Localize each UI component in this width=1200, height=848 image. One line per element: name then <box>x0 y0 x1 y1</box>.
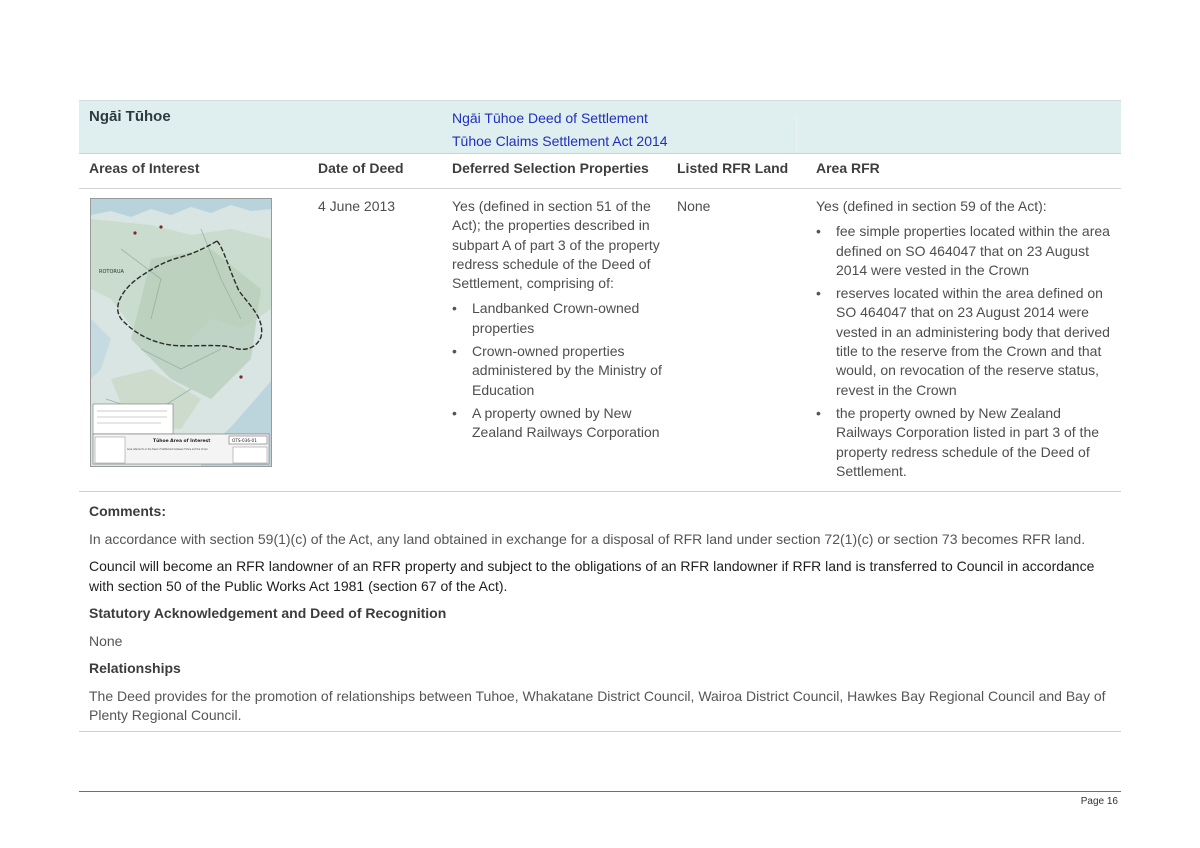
col-deferred-selection-properties: Deferred Selection Properties <box>452 160 649 176</box>
col-date-of-deed: Date of Deed <box>318 160 404 176</box>
list-item: • Crown-owned properties administered by the Ministry of Education <box>472 342 667 400</box>
statutory-acknowledgement-heading: Statutory Acknowledgement and Deed of Recognition <box>89 605 447 621</box>
list-item: • A property owned by New Zealand Railways Corporation <box>472 404 667 443</box>
iwi-title: Ngāi Tūhoe <box>89 108 171 125</box>
area-of-interest-map[interactable] <box>90 198 272 467</box>
date-of-deed: 4 June 2013 <box>318 198 396 214</box>
page-footer-rule <box>79 791 1121 792</box>
rfr-intro: Yes (defined in section 59 of the Act): <box>816 198 1047 214</box>
deferred-selection-properties-cell <box>452 197 667 447</box>
claims-settlement-act-link[interactable]: Tūhoe Claims Settlement Act 2014 <box>452 133 668 149</box>
comment-paragraph: Council will become an RFR landowner of an RFR property and subject to the obligations of an RFR landowner if RFR land is transferred to Council in accordance with section 50 of the Public Works Act 1981 (section 67 of the Act). <box>89 558 1095 594</box>
col-listed-rfr-land: Listed RFR Land <box>677 160 789 176</box>
dsp-intro: Yes (defined in section 51 of the Act); the properties described in subpart A of part 3 of the property redress schedule of the Deed of Settlement, comprising of: <box>452 198 660 292</box>
area-rfr-cell <box>816 197 1116 485</box>
relationships-heading: Relationships <box>89 660 181 676</box>
statutory-acknowledgement-value: None <box>89 632 123 649</box>
council-rfr-table <box>79 100 1121 734</box>
comments-section <box>79 492 1121 726</box>
map-panel-title: Tūhoe Area of Interest <box>153 439 211 444</box>
relationships-text: The Deed provides for the promotion of relationships between Tuhoe, Whakatane District Council, Wairoa District Council, Hawkes Bay Regional Council and Bay of Plenty Regional Council. <box>89 687 1106 723</box>
table-header-band <box>79 100 1121 154</box>
page-number: Page 16 <box>1080 796 1118 807</box>
rfr-list <box>816 222 1116 481</box>
table-bottom-rule <box>79 731 1121 732</box>
list-item: • the property owned by New Zealand Railways Corporation listed in part 3 of the property redress schedule of the Deed of Settlement. <box>836 404 1116 481</box>
list-item: • reserves located within the area defined on SO 464047 that on 23 August 2014 were vested in an administering body that derived title to the reserve from the Crown and that would, on revocation of the reserve status, revest in the Crown <box>836 284 1116 400</box>
table-row <box>79 189 1121 492</box>
map-panel-subtitle: Area referred to in the Deed of Settlement between Tūhoe and the Crown <box>127 448 208 451</box>
deed-of-settlement-link[interactable]: Ngāi Tūhoe Deed of Settlement <box>452 110 648 126</box>
dsp-list <box>452 299 667 442</box>
column-headers <box>79 154 1121 189</box>
listed-rfr-land: None <box>677 198 711 214</box>
comments-heading: Comments: <box>89 503 167 519</box>
col-areas-of-interest: Areas of Interest <box>89 160 200 176</box>
header-divider <box>796 115 797 153</box>
map-place-label: ROTORUA <box>99 269 124 275</box>
settlement-links <box>452 107 668 153</box>
col-area-rfr: Area RFR <box>816 160 880 176</box>
list-item: • fee simple properties located within the area defined on SO 464047 that on 23 August 2014 were vested in the Crown <box>836 222 1116 280</box>
map-code: OTS-036-01 <box>232 438 257 443</box>
comment-paragraph: In accordance with section 59(1)(c) of the Act, any land obtained in exchange for a disposal of RFR land under section 72(1)(c) or section 73 becomes RFR land. <box>89 530 1086 547</box>
list-item: • Landbanked Crown-owned properties <box>472 299 667 338</box>
